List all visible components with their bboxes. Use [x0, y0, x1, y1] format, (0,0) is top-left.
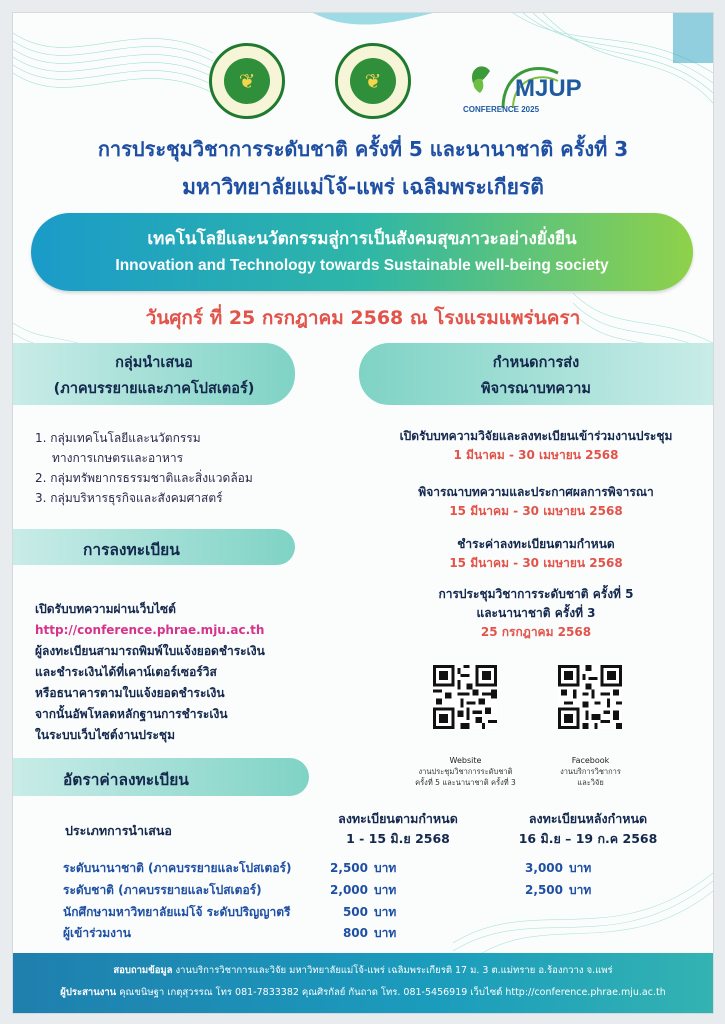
fee-col-dates: 16 มิ.ย – 19 ก.ค 2568: [518, 831, 658, 846]
crest-icon: ❦: [224, 58, 270, 104]
schedule-date: 25 กรกฎาคม 2568: [480, 625, 592, 639]
registration-line: และชำระเงินได้ที่เคาน์เตอร์เซอร์วิส: [35, 665, 217, 679]
schedule-heading: [359, 343, 713, 405]
university-title: มหาวิทยาลัยแม่โจ้-แพร่ เฉลิมพระเกียรติ: [182, 175, 544, 199]
fee-amount: 3,000: [525, 861, 563, 875]
coordinator-label: ผู้ประสานงาน: [60, 987, 117, 998]
fee-amount: 2,500: [525, 883, 563, 897]
fees-heading: [13, 758, 309, 796]
theme-banner: [31, 213, 693, 291]
fee-ontime-value: [328, 881, 396, 900]
coordinator-line: [13, 985, 713, 1000]
schedule-date: 1 มีนาคม - 30 เมษายน 2568: [453, 448, 619, 462]
fee-amount: 800: [342, 926, 368, 940]
list-item: 3. กลุ่มบริหารธุรกิจและสังคมศาสตร์: [35, 491, 223, 505]
schedule-heading-line1: กำหนดการส่ง: [492, 355, 580, 371]
fee-row-type: ผู้เข้าร่วมงาน: [63, 926, 131, 940]
fee-ontime-value: [328, 859, 396, 878]
fee-ontime-header: [323, 809, 473, 849]
list-item: ทางการเกษตรและอาหาร: [52, 451, 184, 465]
qr-desc: ครั้งที่ 5 และนานาชาติ ครั้งที่ 3: [415, 778, 516, 787]
schedule-item: [359, 585, 713, 642]
fee-col-dates: 1 - 15 มิ.ย 2568: [346, 831, 450, 846]
fee-col-title: ลงทะเบียนหลังกำหนด: [528, 811, 648, 826]
registration-heading: [13, 529, 295, 565]
conference-title: การประชุมวิชาการระดับชาติ ครั้งที่ 5 และนานาชาติ ครั้งที่ 3: [97, 137, 629, 161]
website-qr-label: [408, 755, 523, 788]
schedule-date: 15 มีนาคม - 30 เมษายน 2568: [449, 556, 623, 570]
fee-unit: บาท: [569, 883, 592, 897]
coordinator-text: คุณขนิษฐา เกตุสุวรรณ โทร 081-7833382 คุณศิรกัลย์ กันถาด โทร. 081-5456919 เว็บไซต์ http://conference.phrae.mju.ac.th: [119, 987, 666, 998]
groups-heading: [13, 343, 295, 405]
schedule-date: 15 มีนาคม - 30 เมษายน 2568: [449, 504, 623, 518]
list-item: 1. กลุ่มเทคโนโลยีและนวัตกรรม: [35, 431, 201, 445]
fee-amount: 2,500: [330, 861, 368, 875]
fee-ontime-value: [328, 924, 396, 943]
groups-list: [35, 428, 253, 508]
contact-label: สอบถามข้อมูล: [113, 965, 173, 976]
fee-amount: 500: [342, 905, 368, 919]
theme-english: Innovation and Technology towards Sustainable well-being society: [115, 257, 609, 274]
contact-text: งานบริการวิชาการและวิจัย มหาวิทยาลัยแม่โจ้-แพร่ เฉลิมพระเกียรติ 17 ม. 3 ต.แม่ทราย อ.ร้องกวาง จ.แพร่: [175, 965, 613, 976]
fee-late-header: [503, 809, 673, 849]
poster: [12, 12, 714, 1014]
schedule-heading-line2: พิจารณาบทความ: [481, 381, 591, 397]
fee-unit: บาท: [374, 861, 397, 875]
theme-thai: เทคโนโลยีและนวัตกรรมสู่การเป็นสังคมสุขภาวะอย่างยั่งยืน: [147, 229, 577, 249]
fee-row-type: ระดับนานาชาติ (ภาคบรรยายและโปสเตอร์): [63, 861, 292, 875]
fee-unit: บาท: [569, 861, 592, 875]
schedule-label: ชำระค่าลงทะเบียนตามกำหนด: [457, 537, 615, 551]
maejo-phrae-logo: [335, 43, 411, 119]
contact-line: [13, 963, 713, 978]
qr-name: Facebook: [571, 756, 610, 765]
fees-heading-text: อัตราค่าลงทะเบียน: [63, 771, 189, 789]
registration-heading-text: การลงทะเบียน: [83, 541, 180, 559]
schedule-label: พิจารณาบทความและประกาศผลการพิจารณา: [418, 485, 654, 499]
fee-late-value: [523, 881, 591, 900]
contact-footer: [13, 953, 713, 1013]
mjup-logo-text: MJUP: [515, 75, 582, 102]
fee-row-type: ระดับชาติ (ภาคบรรยายและโปสเตอร์): [63, 883, 262, 897]
facebook-qr-label: [533, 755, 648, 788]
fee-late-value: [523, 859, 591, 878]
crest-icon: ❦: [350, 58, 396, 104]
fee-amount: 2,000: [330, 883, 368, 897]
fee-unit: บาท: [374, 926, 397, 940]
fee-unit: บาท: [374, 883, 397, 897]
groups-heading-line1: กลุ่มนำเสนอ: [115, 355, 193, 371]
qr-desc: งานประชุมวิชาการระดับชาติ: [418, 767, 513, 776]
registration-line: ผู้ลงทะเบียนสามารถพิมพ์ใบแจ้งยอดชำระเงิน: [35, 644, 265, 658]
conference-year-label: CONFERENCE 2025: [463, 105, 540, 114]
schedule-label: เปิดรับบทความวิจัยและลงทะเบียนเข้าร่วมงานประชุม: [399, 429, 673, 443]
schedule-item: [359, 427, 713, 465]
groups-heading-line2: (ภาคบรรยายและภาคโปสเตอร์): [53, 381, 255, 397]
qr-name: Website: [449, 756, 482, 765]
schedule-label: การประชุมวิชาการระดับชาติ ครั้งที่ 5: [438, 587, 634, 601]
registration-line: หรือธนาคารตามใบแจ้งยอดชำระเงิน: [35, 686, 225, 700]
registration-line: เปิดรับบทความผ่านเว็บไซต์: [35, 602, 176, 616]
registration-line: ในระบบเว็บไซต์งานประชุม: [35, 728, 175, 742]
fee-ontime-value: [328, 903, 396, 922]
facebook-qr-code[interactable]: [558, 665, 622, 729]
fee-type-header: ประเภทการนำเสนอ: [65, 823, 172, 838]
fee-row-type: นักศึกษามหาวิทยาลัยแม่โจ้ ระดับปริญญาตรี: [63, 905, 291, 919]
schedule-item: [359, 535, 713, 573]
schedule-item: [359, 483, 713, 521]
maejo-university-logo: [209, 43, 285, 119]
registration-line: จากนั้นอัพโหลดหลักฐานการชำระเงิน: [35, 707, 228, 721]
fee-unit: บาท: [374, 905, 397, 919]
fee-col-title: ลงทะเบียนตามกำหนด: [338, 811, 458, 826]
registration-text: [35, 599, 265, 746]
event-date: วันศุกร์ ที่ 25 กรกฎาคม 2568 ณ โรงแรมแพร่นครา: [145, 307, 581, 329]
qr-desc: และวิจัย: [577, 778, 604, 787]
list-item: 2. กลุ่มทรัพยากรธรรมชาติและสิ่งแวดล้อม: [35, 471, 253, 485]
qr-desc: งานบริการวิชาการ: [560, 767, 621, 776]
schedule-label: และนานาชาติ ครั้งที่ 3: [476, 606, 596, 620]
website-qr-code[interactable]: [433, 665, 497, 729]
registration-url-link[interactable]: http://conference.phrae.mju.ac.th: [35, 623, 265, 637]
